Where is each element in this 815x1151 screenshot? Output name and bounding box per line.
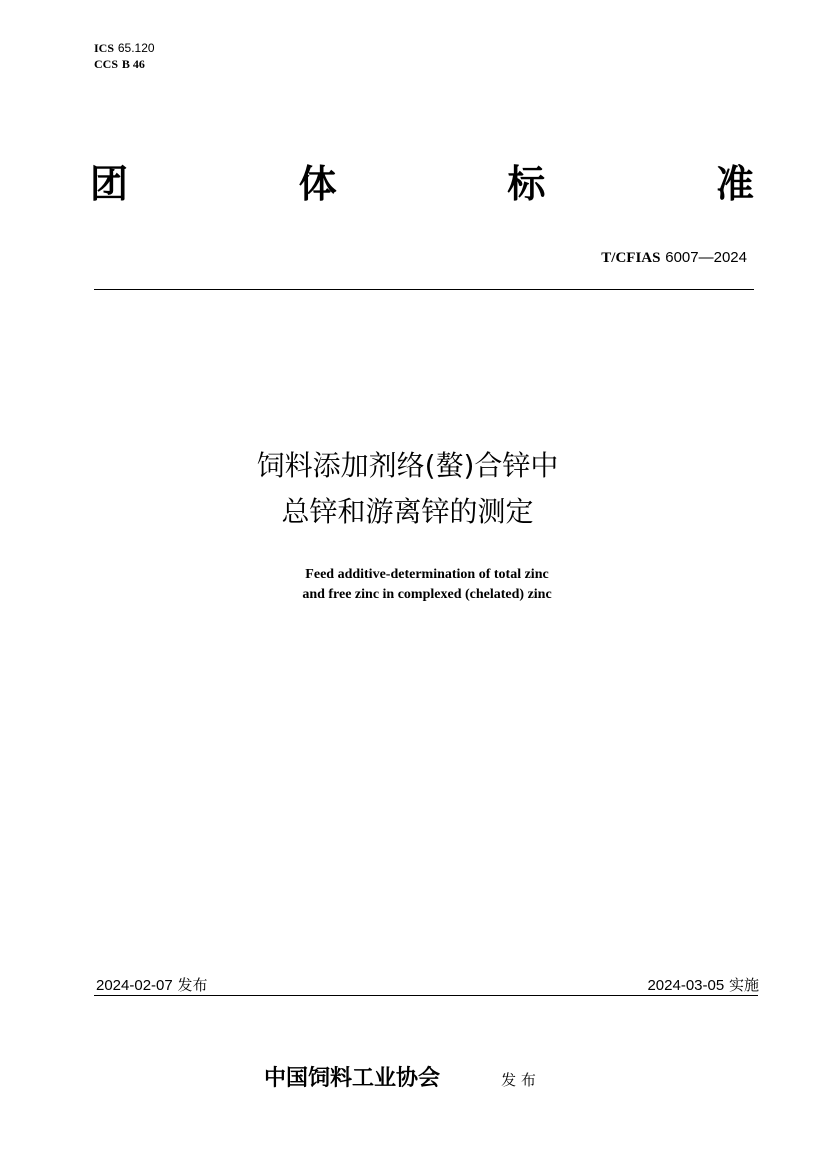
footer-divider (94, 995, 758, 996)
standard-number (601, 248, 747, 267)
ics-label: ICS (94, 41, 115, 55)
implement-date-label: 实施 (728, 976, 759, 994)
ics-value: 65.120 (117, 41, 155, 55)
banner-char: 体 (298, 161, 337, 206)
ccs-label: CCS (94, 57, 119, 71)
banner-char: 团 (90, 161, 129, 206)
publisher-name: 中国饲料工业协会 (264, 1065, 441, 1091)
standard-number-prefix: T/CFIAS (601, 250, 661, 266)
english-title (0, 565, 815, 605)
ccs-code (94, 56, 155, 72)
header-divider (94, 289, 754, 290)
publish-date-value: 2024-02-07 (96, 977, 173, 994)
publish-date-label: 发布 (177, 976, 208, 994)
publisher-action: 发 布 (501, 1071, 536, 1089)
english-title-line-2: and free zinc in complexed (chelated) zinc (302, 587, 552, 602)
chinese-title (0, 443, 815, 535)
implement-date (647, 974, 759, 995)
ccs-value: B 46 (121, 57, 145, 71)
publish-date (96, 974, 208, 995)
publisher (264, 1061, 536, 1092)
standard-number-code: 6007—2024 (665, 249, 747, 266)
classification-codes (94, 40, 155, 72)
english-title-line-1: Feed additive-determination of total zinc (305, 567, 549, 582)
standard-type-banner (90, 158, 754, 210)
banner-char: 标 (507, 161, 546, 206)
banner-char: 准 (715, 161, 754, 206)
implement-date-value: 2024-03-05 (647, 977, 725, 994)
chinese-title-line-1: 饲料添加剂络(螯)合锌中 (256, 449, 559, 482)
ics-code (94, 40, 155, 56)
chinese-title-line-2: 总锌和游离锌的测定 (281, 495, 534, 528)
